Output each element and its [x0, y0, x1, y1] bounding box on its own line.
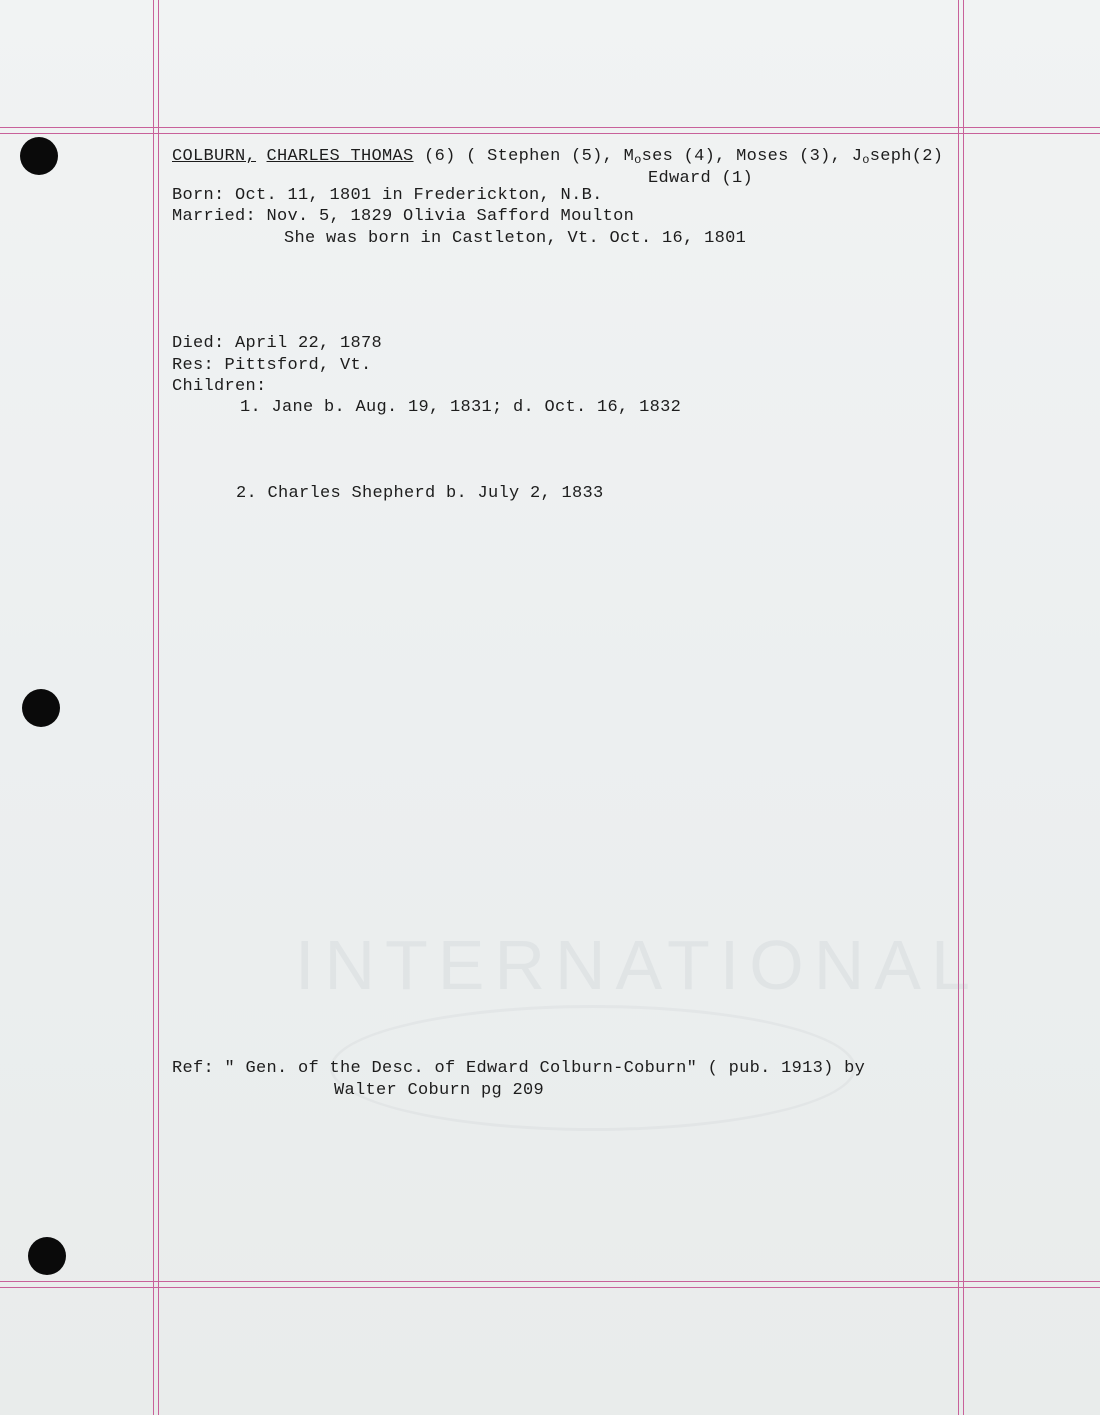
punch-hole-bottom: [28, 1237, 66, 1275]
lineage-edward: Edward (1): [648, 169, 754, 188]
spouse-born-line: She was born in Castleton, Vt. Oct. 16, 1801: [284, 229, 747, 248]
born-line: Born: Oct. 11, 1801 in Frederickton, N.B.: [172, 186, 603, 205]
reference-line-1: Ref: " Gen. of the Desc. of Edward Colburn-Coburn" ( pub. 1913) by: [172, 1059, 866, 1078]
child-entry: 1. Jane b. Aug. 19, 1831; d. Oct. 16, 1832: [240, 398, 682, 417]
died-line: Died: April 22, 1878: [172, 334, 383, 353]
surname: COLBURN,: [172, 147, 257, 166]
right-margin-rule: [958, 0, 964, 1415]
reference-line-2: Walter Coburn pg 209: [334, 1081, 545, 1100]
given-names: CHARLES THOMAS: [266, 147, 414, 166]
punch-hole-middle: [22, 689, 60, 727]
lineage-gen: (6) ( Stephen (5),: [424, 147, 624, 166]
paper-watermark: INTERNATIONAL: [295, 926, 980, 1004]
top-margin-rule: [0, 127, 1100, 134]
residence-line: Res: Pittsford, Vt.: [172, 356, 372, 375]
punch-hole-top: [20, 137, 58, 175]
bottom-margin-rule: [0, 1281, 1100, 1288]
child-entry: 2. Charles Shepherd b. July 2, 1833: [236, 484, 604, 503]
married-line: Married: Nov. 5, 1829 Olivia Safford Moulton: [172, 207, 635, 226]
left-margin-rule: [153, 0, 159, 1415]
name-heading: COLBURN, CHARLES THOMAS (6) ( Stephen (5), Moses (4), Moses (3), Joseph(2): [172, 147, 944, 167]
children-label: Children:: [172, 377, 267, 396]
